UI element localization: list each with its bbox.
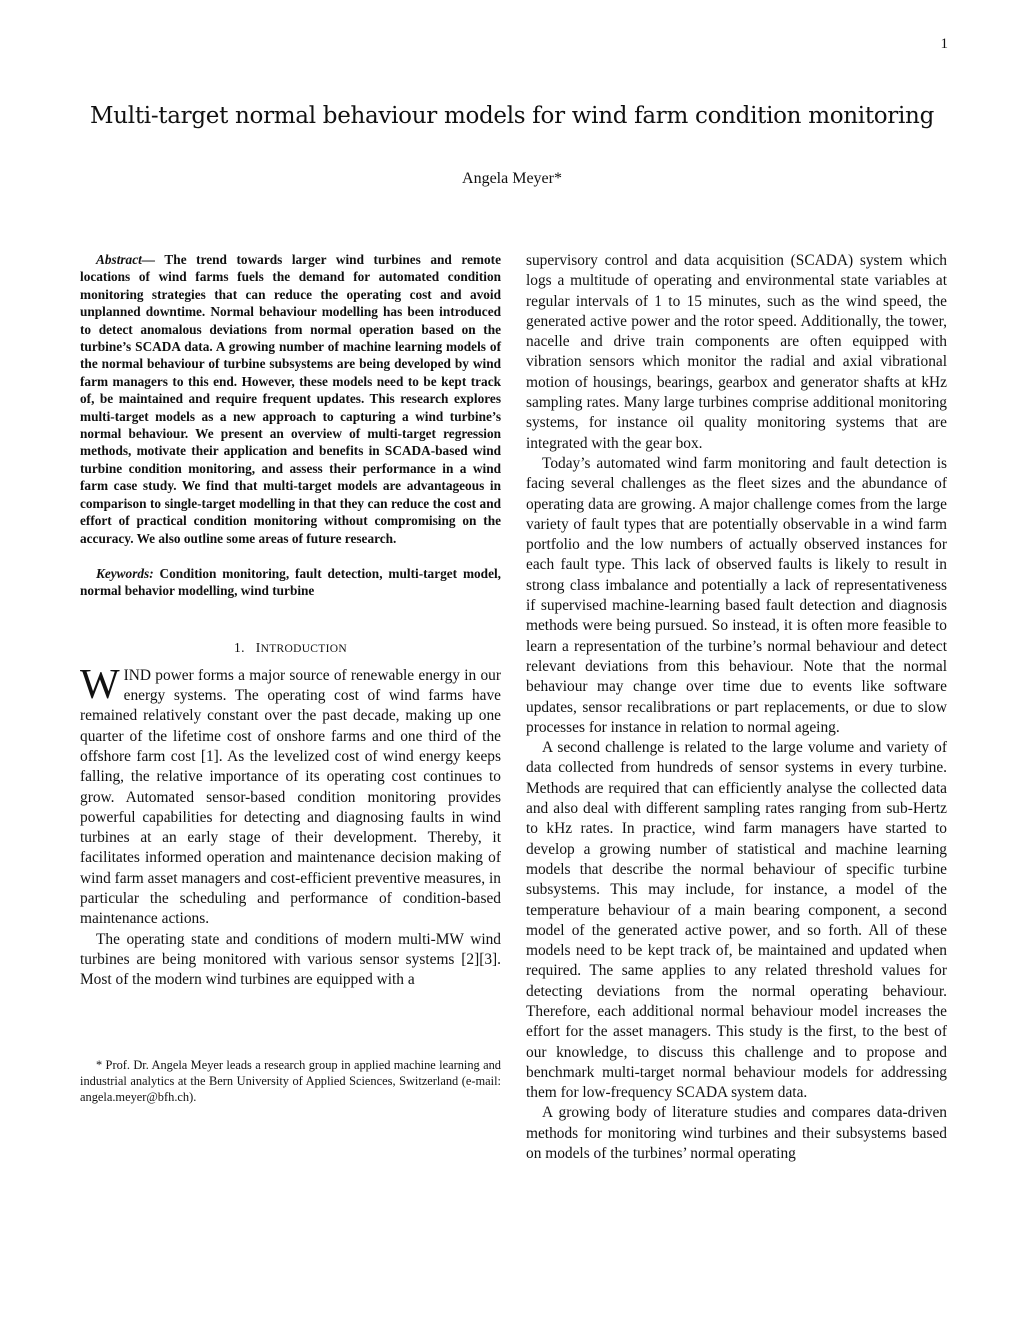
abstract-label: Abstract— bbox=[96, 252, 156, 267]
page-number: 1 bbox=[940, 36, 948, 52]
intro-paragraph-2: The operating state and conditions of modern multi-MW wind turbines are being monitored with various sensor systems [2][3]. Most of the modern wind turbines are equipped with a bbox=[80, 930, 501, 989]
section-title-first-letter: I bbox=[255, 639, 261, 655]
drop-cap: W bbox=[80, 661, 120, 708]
intro-paragraph-1 bbox=[80, 661, 501, 930]
right-paragraph-1: supervisory control and data acquisition (SCADA) system which logs a multitude of operating and environmental state variables at regular intervals of 1 to 15 minutes, such as the wind speed, the generated active power and the rotor speed. Additionally, the tower, nacelle and drive train components are often equipped with vibration sensors which monitor the radial and axial vibrational motion of housings, bearings, gearbox and generator shafts at kHz sampling rates. Many large turbines comprise additional monitoring systems, for instance oil quality monitoring systems that are integrated with the gear box. bbox=[526, 252, 947, 452]
left-column bbox=[80, 251, 501, 990]
abstract bbox=[80, 251, 501, 547]
author-name: Angela Meyer* bbox=[462, 170, 562, 187]
right-paragraph-4: A growing body of literature studies and compares data-driven methods for monitoring wind turbines and their subsystems based on models of the turbines’ normal operating bbox=[526, 1104, 947, 1163]
section-heading-introduction bbox=[80, 640, 501, 656]
keywords bbox=[80, 565, 501, 600]
right-paragraph-2: Today’s automated wind farm monitoring and fault detection is facing several challenges as the fleet sizes and the abundance of operating data are growing. A major challenge comes from the large variety of fault types that are potentially observable in a wind farm portfolio and the low numbers of actually observed instances for each fault type. This lack of observed faults is likely to result in strong class imbalance and potentially a lack of representativeness if supervised machine-learning based fault detection and diagnosis methods were being pursued. So instead, it is often more feasible to learn a representation of the turbine’s normal behaviour and detect relevant deviations from this behaviour. Note that the normal behaviour may change over time due to events like software updates, sensor recalibrations or part replacements, or due to slow processes for instance in relation to normal ageing. bbox=[526, 454, 947, 736]
right-paragraph-3: A second challenge is related to the large volume and variety of data collected from hundreds of sensor systems in every turbine. Methods are required that can efficiently analyse the collected data and also deal with different sampling rates ranging from sub-Hertz to kHz rates. In practice, wind farm managers have started to develop a growing number of statistical and machine learning models that describe the normal behaviour of specific turbine subsystems. This may include, for instance, a model of the temperature behaviour of a main bearing component, a second model of the generated active power, and so forth. All of these models need to be kept track of, be maintained and updated when required. The same applies to any related threshold values for detecting deviations from the normal operating behaviour. Therefore, each additional normal behaviour model increases the effort for the asset managers. This study is the first, to the best of our knowledge, to discuss this challenge and to propose and benchmark multi-target normal behaviour models for addressing them for low-frequency SCADA system data. bbox=[526, 739, 947, 1102]
keywords-text: Condition monitoring, fault detection, multi-target model, normal behavior modelling, wind turbine bbox=[80, 565, 501, 599]
intro-paragraph-1-text: IND power forms a major source of renewable energy in our energy systems. The operating cost of wind farms have remained relatively constant over the past decade, making up one quarter of the lifetime cost of onshore farms and one third of the offshore farm cost [1]. As the levelized cost of wind energy keeps falling, the relative importance of its operating cost continues to grow. Automated sensor-based condition monitoring provides powerful capabilities for detecting and diagnosing faults in wind turbines at an early stage of their development. Thereby, it facilitates informed operation and maintenance decision making of wind farm asset managers and cost-efficient preventive measures, in particular the scheduling and performance of condition-based maintenance actions. bbox=[80, 666, 501, 928]
section-title-rest: NTRODUCTION bbox=[260, 642, 347, 655]
section-number: 1. bbox=[234, 639, 245, 655]
paper-title: Multi-target normal behaviour models for wind farm condition monitoring bbox=[90, 103, 934, 129]
right-column bbox=[526, 251, 947, 1164]
footnote: * Prof. Dr. Angela Meyer leads a research group in applied machine learning and industrial analytics at the Bern University of Applied Sciences, Switzerland (e-mail: angela.meyer@bfh.ch). bbox=[80, 1058, 501, 1104]
abstract-text: The trend towards larger wind turbines and remote locations of wind farms fuels the demand for automated condition monitoring strategies that can reduce the operating cost and avoid unplanned downtime. Normal behaviour modelling has been introduced to detect anomalous deviations from normal operation based on the turbine’s SCADA data. A growing number of machine learning models of the normal behaviour of turbine subsystems are being developed by wind farm managers to this end. However, these models need to be kept track of, be maintained and require frequent updates. This research explores multi-target models as a new approach to capturing a wind turbine’s normal behaviour. We present an overview of multi-target regression methods, motivate their application and benefits in SCADA-based wind turbine condition monitoring, and assess their performance in a wind farm case study. We find that multi-target models are advantageous in comparison to single-target modelling in that they can reduce the cost and effort of practical condition monitoring without compromising on the accuracy. We also outline some areas of future research. bbox=[80, 252, 501, 546]
keywords-label: Keywords: bbox=[96, 565, 154, 581]
